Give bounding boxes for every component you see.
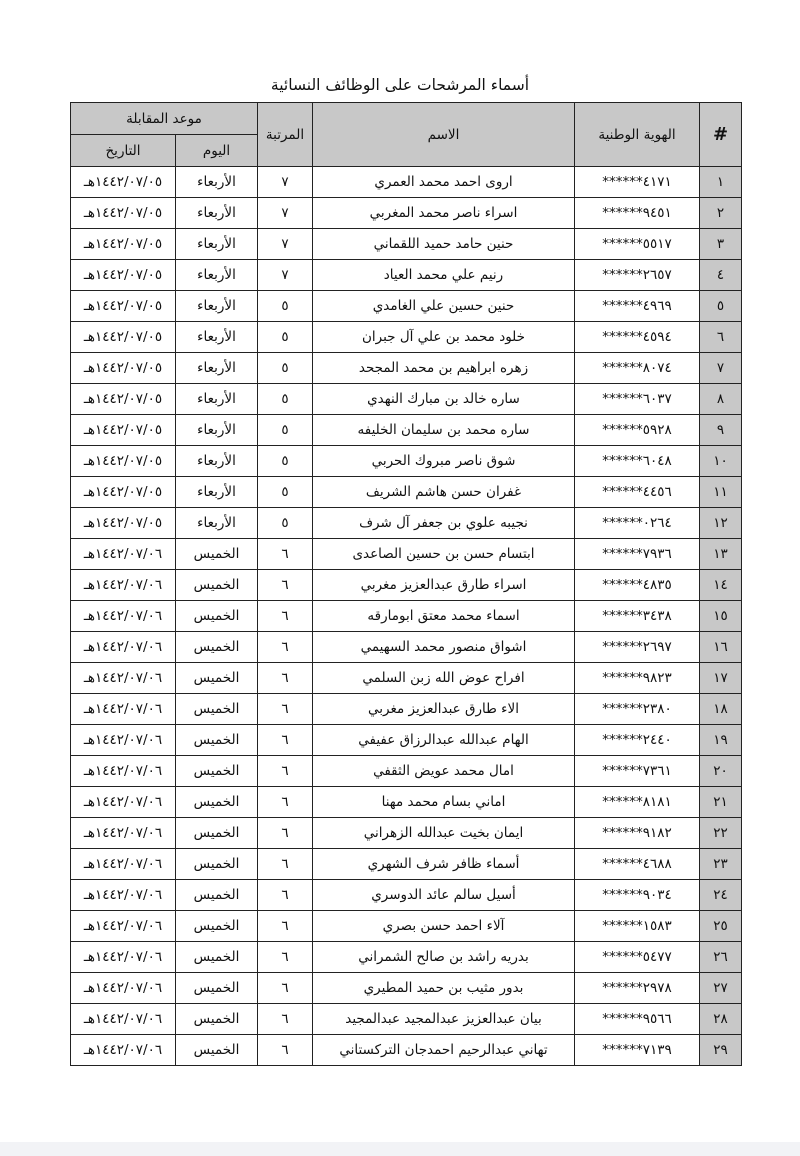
name-cell: الهام عبدالله عبدالرزاق عفيفي xyxy=(313,725,575,756)
national-id-cell: ******٥٥١٧ xyxy=(575,229,700,260)
rank-cell: ٦ xyxy=(258,942,313,973)
row-number: ١٨ xyxy=(700,694,742,725)
table-row xyxy=(71,291,742,322)
rank-cell: ٧ xyxy=(258,167,313,198)
row-number: ١٩ xyxy=(700,725,742,756)
row-number: ١٧ xyxy=(700,663,742,694)
national-id-cell: ******٤١٧١ xyxy=(575,167,700,198)
date-cell: ١٤٤٢/٠٧/٠٦هـ xyxy=(71,601,176,632)
date-cell: ١٤٤٢/٠٧/٠٦هـ xyxy=(71,973,176,1004)
name-cell: رنيم علي محمد العياد xyxy=(313,260,575,291)
row-number: ٢١ xyxy=(700,787,742,818)
day-cell: الخميس xyxy=(176,756,258,787)
date-cell: ١٤٤٢/٠٧/٠٦هـ xyxy=(71,756,176,787)
national-id-cell: ******٥٤٧٧ xyxy=(575,942,700,973)
day-cell: الأربعاء xyxy=(176,322,258,353)
name-cell: اروى احمد محمد العمري xyxy=(313,167,575,198)
national-id-cell: ******٥٩٢٨ xyxy=(575,415,700,446)
name-cell: زهره ابراهيم بن محمد المجحد xyxy=(313,353,575,384)
name-cell: اسراء طارق عبدالعزيز مغربي xyxy=(313,570,575,601)
row-number: ٢٩ xyxy=(700,1035,742,1066)
table-row xyxy=(71,601,742,632)
day-cell: الأربعاء xyxy=(176,446,258,477)
row-number: ٢٦ xyxy=(700,942,742,973)
rank-cell: ٦ xyxy=(258,911,313,942)
date-cell: ١٤٤٢/٠٧/٠٥هـ xyxy=(71,291,176,322)
day-cell: الأربعاء xyxy=(176,477,258,508)
header-interview: موعد المقابلة xyxy=(71,103,258,135)
name-cell: اسماء محمد معتق ابومارقه xyxy=(313,601,575,632)
day-cell: الأربعاء xyxy=(176,198,258,229)
page-title: أسماء المرشحات على الوظائف النسائية xyxy=(270,76,530,94)
header-day: اليوم xyxy=(176,135,258,167)
date-cell: ١٤٤٢/٠٧/٠٦هـ xyxy=(71,818,176,849)
day-cell: الخميس xyxy=(176,942,258,973)
national-id-cell: ******٤٦٨٨ xyxy=(575,849,700,880)
row-number: ٢٣ xyxy=(700,849,742,880)
rank-cell: ٥ xyxy=(258,446,313,477)
date-cell: ١٤٤٢/٠٧/٠٥هـ xyxy=(71,415,176,446)
name-cell: غفران حسن هاشم الشريف xyxy=(313,477,575,508)
rank-cell: ٦ xyxy=(258,1004,313,1035)
row-number: ١ xyxy=(700,167,742,198)
national-id-cell: ******٩٨٢٣ xyxy=(575,663,700,694)
name-cell: اماني بسام محمد مهنا xyxy=(313,787,575,818)
candidates-table xyxy=(70,102,742,1066)
date-cell: ١٤٤٢/٠٧/٠٥هـ xyxy=(71,446,176,477)
row-number: ١٥ xyxy=(700,601,742,632)
rank-cell: ٥ xyxy=(258,291,313,322)
day-cell: الخميس xyxy=(176,1004,258,1035)
table-row xyxy=(71,787,742,818)
table-row xyxy=(71,880,742,911)
rank-cell: ٦ xyxy=(258,663,313,694)
header-national-id: الهوية الوطنية xyxy=(575,103,700,167)
national-id-cell: ******٢٣٨٠ xyxy=(575,694,700,725)
rank-cell: ٦ xyxy=(258,539,313,570)
date-cell: ١٤٤٢/٠٧/٠٥هـ xyxy=(71,384,176,415)
national-id-cell: ******٢٩٧٨ xyxy=(575,973,700,1004)
day-cell: الأربعاء xyxy=(176,167,258,198)
table-row xyxy=(71,632,742,663)
row-number: ٤ xyxy=(700,260,742,291)
rank-cell: ٥ xyxy=(258,415,313,446)
table-row xyxy=(71,1004,742,1035)
name-cell: ابتسام حسن بن حسين الصاعدى xyxy=(313,539,575,570)
row-number: ٢٨ xyxy=(700,1004,742,1035)
date-cell: ١٤٤٢/٠٧/٠٦هـ xyxy=(71,911,176,942)
row-number: ٧ xyxy=(700,353,742,384)
national-id-cell: ******٩٥٦٦ xyxy=(575,1004,700,1035)
rank-cell: ٦ xyxy=(258,570,313,601)
table-row xyxy=(71,570,742,601)
name-cell: بدور مثيب بن حميد المطيري xyxy=(313,973,575,1004)
name-cell: نجيبه علوي بن جعفر آل شرف xyxy=(313,508,575,539)
date-cell: ١٤٤٢/٠٧/٠٦هـ xyxy=(71,632,176,663)
table-row xyxy=(71,942,742,973)
rank-cell: ٦ xyxy=(258,818,313,849)
national-id-cell: ******٧٣٦١ xyxy=(575,756,700,787)
table-row xyxy=(71,973,742,1004)
day-cell: الخميس xyxy=(176,818,258,849)
rank-cell: ٦ xyxy=(258,694,313,725)
table-row xyxy=(71,508,742,539)
national-id-cell: ******٩٤٥١ xyxy=(575,198,700,229)
date-cell: ١٤٤٢/٠٧/٠٥هـ xyxy=(71,167,176,198)
date-cell: ١٤٤٢/٠٧/٠٦هـ xyxy=(71,694,176,725)
row-number: ٦ xyxy=(700,322,742,353)
row-number: ١٢ xyxy=(700,508,742,539)
table-row xyxy=(71,725,742,756)
date-cell: ١٤٤٢/٠٧/٠٦هـ xyxy=(71,942,176,973)
day-cell: الأربعاء xyxy=(176,384,258,415)
date-cell: ١٤٤٢/٠٧/٠٦هـ xyxy=(71,539,176,570)
date-cell: ١٤٤٢/٠٧/٠٥هـ xyxy=(71,508,176,539)
date-cell: ١٤٤٢/٠٧/٠٥هـ xyxy=(71,260,176,291)
name-cell: امال محمد عويض الثقفي xyxy=(313,756,575,787)
name-cell: حنين حامد حميد اللقماني xyxy=(313,229,575,260)
name-cell: خلود محمد بن علي آل جبران xyxy=(313,322,575,353)
header-name: الاسم xyxy=(313,103,575,167)
day-cell: الخميس xyxy=(176,539,258,570)
day-cell: الأربعاء xyxy=(176,260,258,291)
rank-cell: ٧ xyxy=(258,260,313,291)
rank-cell: ٦ xyxy=(258,973,313,1004)
name-cell: شوق ناصر مبروك الحربي xyxy=(313,446,575,477)
date-cell: ١٤٤٢/٠٧/٠٦هـ xyxy=(71,725,176,756)
table-row xyxy=(71,818,742,849)
table-row xyxy=(71,911,742,942)
row-number: ١٤ xyxy=(700,570,742,601)
rank-cell: ٦ xyxy=(258,756,313,787)
rank-cell: ٦ xyxy=(258,880,313,911)
day-cell: الخميس xyxy=(176,911,258,942)
row-number: ٢٢ xyxy=(700,818,742,849)
table-row xyxy=(71,167,742,198)
table-row xyxy=(71,384,742,415)
national-id-cell: ******٦٠٣٧ xyxy=(575,384,700,415)
rank-cell: ٦ xyxy=(258,1035,313,1066)
name-cell: حنين حسين علي الغامدي xyxy=(313,291,575,322)
date-cell: ١٤٤٢/٠٧/٠٦هـ xyxy=(71,849,176,880)
national-id-cell: ******٤٤٥٦ xyxy=(575,477,700,508)
national-id-cell: ******٢٦٥٧ xyxy=(575,260,700,291)
table-row xyxy=(71,446,742,477)
table-row xyxy=(71,1035,742,1066)
rank-cell: ٥ xyxy=(258,508,313,539)
date-cell: ١٤٤٢/٠٧/٠٦هـ xyxy=(71,787,176,818)
day-cell: الأربعاء xyxy=(176,291,258,322)
rank-cell: ٥ xyxy=(258,384,313,415)
date-cell: ١٤٤٢/٠٧/٠٥هـ xyxy=(71,322,176,353)
date-cell: ١٤٤٢/٠٧/٠٦هـ xyxy=(71,1035,176,1066)
table-row xyxy=(71,539,742,570)
date-cell: ١٤٤٢/٠٧/٠٦هـ xyxy=(71,1004,176,1035)
name-cell: ساره خالد بن مبارك النهدي xyxy=(313,384,575,415)
name-cell: آلاء احمد حسن بصري xyxy=(313,911,575,942)
row-number: ٢ xyxy=(700,198,742,229)
name-cell: اسراء ناصر محمد المغربي xyxy=(313,198,575,229)
row-number: ١١ xyxy=(700,477,742,508)
rank-cell: ٦ xyxy=(258,601,313,632)
day-cell: الخميس xyxy=(176,601,258,632)
name-cell: أسيل سالم عائد الدوسري xyxy=(313,880,575,911)
table-row xyxy=(71,663,742,694)
row-number: ١٦ xyxy=(700,632,742,663)
table-row xyxy=(71,849,742,880)
rank-cell: ٥ xyxy=(258,353,313,384)
row-number: ٩ xyxy=(700,415,742,446)
rank-cell: ٦ xyxy=(258,632,313,663)
national-id-cell: ******٢٤٤٠ xyxy=(575,725,700,756)
row-number: ٢٥ xyxy=(700,911,742,942)
date-cell: ١٤٤٢/٠٧/٠٦هـ xyxy=(71,663,176,694)
header-date: التاريخ xyxy=(71,135,176,167)
national-id-cell: ******٩٠٣٤ xyxy=(575,880,700,911)
table-row xyxy=(71,694,742,725)
day-cell: الخميس xyxy=(176,725,258,756)
rank-cell: ٦ xyxy=(258,725,313,756)
table-row xyxy=(71,322,742,353)
table-row xyxy=(71,756,742,787)
row-number: ١٣ xyxy=(700,539,742,570)
row-number: ٢٤ xyxy=(700,880,742,911)
day-cell: الأربعاء xyxy=(176,508,258,539)
row-number: ١٠ xyxy=(700,446,742,477)
date-cell: ١٤٤٢/٠٧/٠٥هـ xyxy=(71,198,176,229)
footer-bar xyxy=(0,1142,800,1156)
rank-cell: ٥ xyxy=(258,477,313,508)
date-cell: ١٤٤٢/٠٧/٠٥هـ xyxy=(71,353,176,384)
national-id-cell: ******٤٨٣٥ xyxy=(575,570,700,601)
table-row xyxy=(71,353,742,384)
table-row xyxy=(71,415,742,446)
header-rank: المرتبة xyxy=(258,103,313,167)
name-cell: بيان عبدالعزيز عبدالمجيد عبدالمجيد xyxy=(313,1004,575,1035)
national-id-cell: ******٤٩٦٩ xyxy=(575,291,700,322)
date-cell: ١٤٤٢/٠٧/٠٦هـ xyxy=(71,570,176,601)
header-number: # xyxy=(700,103,742,167)
national-id-cell: ******٩١٨٢ xyxy=(575,818,700,849)
date-cell: ١٤٤٢/٠٧/٠٥هـ xyxy=(71,477,176,508)
national-id-cell: ******١٥٨٣ xyxy=(575,911,700,942)
rank-cell: ٧ xyxy=(258,198,313,229)
date-cell: ١٤٤٢/٠٧/٠٥هـ xyxy=(71,229,176,260)
rank-cell: ٦ xyxy=(258,849,313,880)
name-cell: افراح عوض الله زبن السلمي xyxy=(313,663,575,694)
national-id-cell: ******٨٠٧٤ xyxy=(575,353,700,384)
table-row xyxy=(71,477,742,508)
national-id-cell: ******٤٥٩٤ xyxy=(575,322,700,353)
national-id-cell: ******٦٠٤٨ xyxy=(575,446,700,477)
row-number: ٢٧ xyxy=(700,973,742,1004)
national-id-cell: ******٨١٨١ xyxy=(575,787,700,818)
name-cell: ساره محمد بن سليمان الخليفه xyxy=(313,415,575,446)
day-cell: الخميس xyxy=(176,849,258,880)
national-id-cell: ******٠٢٦٤ xyxy=(575,508,700,539)
table-row xyxy=(71,229,742,260)
date-cell: ١٤٤٢/٠٧/٠٦هـ xyxy=(71,880,176,911)
national-id-cell: ******٧٩٣٦ xyxy=(575,539,700,570)
day-cell: الخميس xyxy=(176,973,258,1004)
table-row xyxy=(71,260,742,291)
day-cell: الخميس xyxy=(176,880,258,911)
name-cell: اشواق منصور محمد السهيمي xyxy=(313,632,575,663)
day-cell: الخميس xyxy=(176,632,258,663)
day-cell: الخميس xyxy=(176,663,258,694)
day-cell: الأربعاء xyxy=(176,229,258,260)
row-number: ٢٠ xyxy=(700,756,742,787)
name-cell: بدريه راشد بن صالح الشمراني xyxy=(313,942,575,973)
rank-cell: ٧ xyxy=(258,229,313,260)
name-cell: الاء طارق عبدالعزيز مغربي xyxy=(313,694,575,725)
day-cell: الخميس xyxy=(176,570,258,601)
row-number: ٥ xyxy=(700,291,742,322)
name-cell: أسماء ظافر شرف الشهري xyxy=(313,849,575,880)
day-cell: الأربعاء xyxy=(176,353,258,384)
national-id-cell: ******٢٦٩٧ xyxy=(575,632,700,663)
day-cell: الخميس xyxy=(176,1035,258,1066)
national-id-cell: ******٧١٣٩ xyxy=(575,1035,700,1066)
name-cell: تهاني عبدالرحيم احمدجان التركستاني xyxy=(313,1035,575,1066)
rank-cell: ٦ xyxy=(258,787,313,818)
name-cell: ايمان بخيت عبدالله الزهراني xyxy=(313,818,575,849)
table-row xyxy=(71,198,742,229)
day-cell: الأربعاء xyxy=(176,415,258,446)
rank-cell: ٥ xyxy=(258,322,313,353)
row-number: ٣ xyxy=(700,229,742,260)
national-id-cell: ******٣٤٣٨ xyxy=(575,601,700,632)
day-cell: الخميس xyxy=(176,787,258,818)
day-cell: الخميس xyxy=(176,694,258,725)
row-number: ٨ xyxy=(700,384,742,415)
